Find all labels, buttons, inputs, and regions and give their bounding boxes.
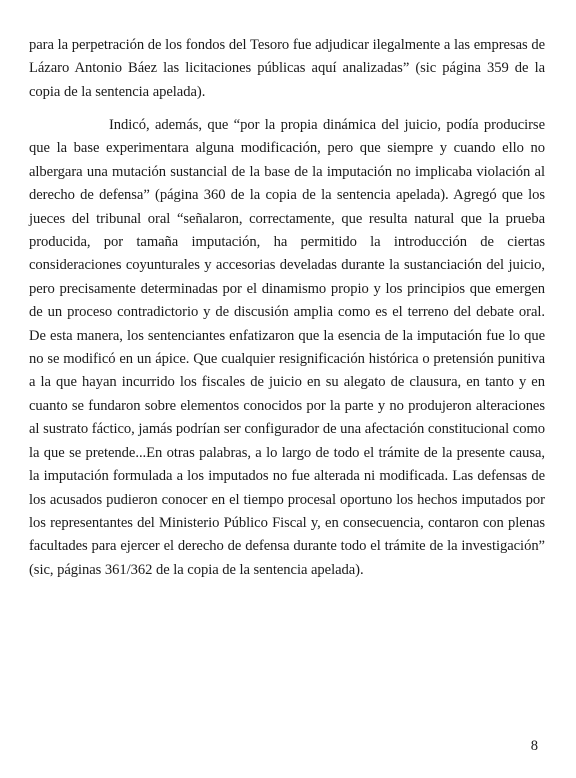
paragraph-2-text: Indicó, además, que “por la propia dinámica del juicio, podía producirse que la base experimentara alguna modificación, pero que siempre y cuando ello no albergara una mutación sustancial de la base de la imputación no implicaba violación al derecho de defensa” (página 360 de la copia de la sentencia apelada). Agregó que los jueces del tribunal oral “señalaron, correctamente, que resulta natural que la prueba producida, por tamaña imputación, ha permitido la introducción de ciertas consideraciones coyunturales y accesorias develadas durante la sustanciación del juicio, pero precisamente determinadas por el dinamismo propio y los principios que emergen de un proceso contradictorio y de discusión amplia como es el terreno del debate oral. De esta manera, los sentenciantes enfatizaron que la esencia de la imputación fue lo que no se modificó en un ápice. Que cualquier resignificación histórica o pretensión punitiva a la que hayan incurrido los fiscales de juicio en su alegato de clausura, en tanto y en cuanto se fundaron sobre elementos conocidos por la parte y no produjeron alteraciones al sustrato fáctico, jamás podrían ser configurador de una afectación constitucional como la que se pretende...En otras palabras, a lo largo de todo el trámite de la presente causa, la imputación formulada a los imputados no fue alterada ni modificada. Las defensas de los acusados pudieron conocer en el tiempo procesal oportuno los hechos imputados por los representantes del Ministerio Público Fiscal y, en consecuencia, contaron con plenas facultades para ejercer el derecho de defensa durante todo el trámite de la investigación” (sic, páginas 361/362 de la copia de la sentencia apelada). <box>29 117 545 578</box>
paragraph-1-text: para la perpetración de los fondos del Tesoro fue adjudicar ilegalmente a las empresas de Lázaro Antonio Báez las licitaciones públicas aquí analizadas” (sic página 359 de la copia de la sentencia apelada). <box>29 37 545 100</box>
paragraph-main <box>29 114 545 582</box>
page-number: 8 <box>530 738 538 754</box>
paragraph-continuation <box>29 34 545 104</box>
